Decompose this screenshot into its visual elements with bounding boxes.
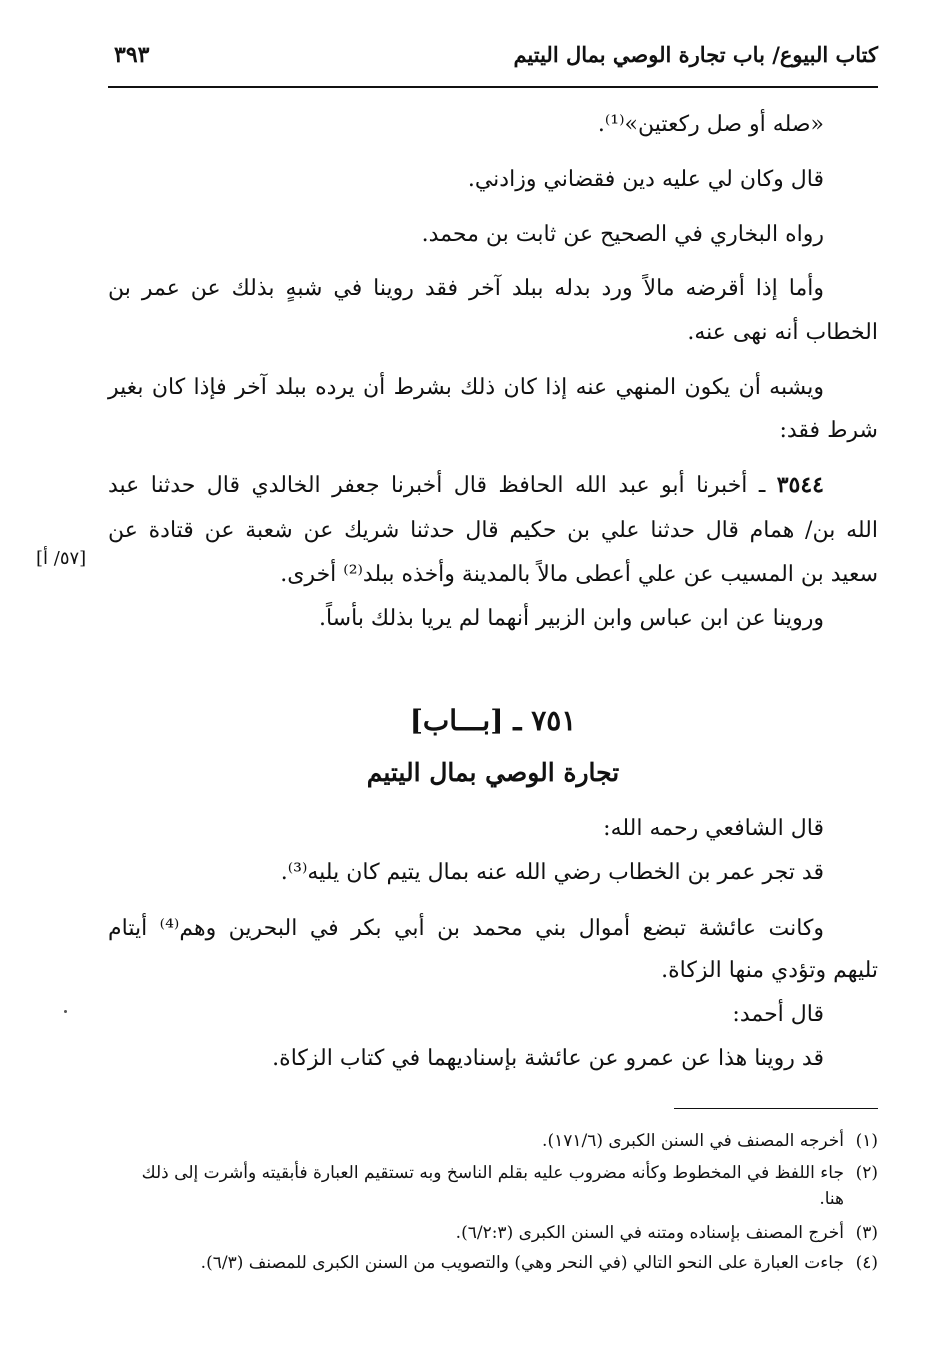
hadith-text: ـ أخبرنا أبو عبد الله الحافظ قال أخبرنا جعفر الخالدي قال حدثنا عبد <box>108 473 777 498</box>
footnote-1 <box>108 1128 878 1154</box>
chapter-line-1: قال الشافعي رحمه الله: <box>603 816 824 841</box>
page-number: ٣٩٣ <box>114 42 150 68</box>
footnote-text: أخرج المصنف بإسناده ومتنه في السنن الكبرى (٦/٢:٣). <box>455 1223 844 1243</box>
footnote-2 <box>108 1160 878 1212</box>
body-line-5: الخطاب أنه نهى عنه. <box>687 320 878 345</box>
footnote-number: (١) <box>855 1131 878 1151</box>
footnote-text: أخرجه المصنف في السنن الكبرى (١٧١/٦). <box>542 1131 844 1151</box>
hadith-3544-line-3: سعيد بن المسيب عن علي أعطى مالاً بالمدينة وأخذه ببلد⁽²⁾ أخرى. <box>280 562 878 587</box>
body-line-7: شرط فقد: <box>779 418 878 443</box>
body-line-3: رواه البخاري في الصحيح عن ثابت بن محمد. <box>421 222 824 247</box>
chapter-title: تجارة الوصي بمال اليتيم <box>366 758 620 787</box>
chapter-line-4: تليهم وتؤدي منها الزكاة. <box>661 958 878 983</box>
header-divider <box>108 86 878 88</box>
footnote-4 <box>108 1250 878 1276</box>
chapter-line-5: قال أحمد: <box>732 1002 824 1027</box>
book-page <box>36 30 878 1330</box>
footnote-number: (٤) <box>855 1253 878 1273</box>
body-line-6: ويشبه أن يكون المنهي عنه إذا كان ذلك بشرط أن يرده ببلد آخر فإذا كان بغير <box>108 375 824 400</box>
body-line-2: قال وكان لي عليه دين فقضاني وزادني. <box>467 167 824 192</box>
manuscript-folio-note: [٥٧/ أ] <box>36 548 87 569</box>
footnote-divider <box>674 1108 878 1109</box>
footnote-text: جاءت العبارة على النحو التالي (في النحر وهي) والتصويب من السنن الكبرى للمصنف (٦/٣). <box>200 1253 844 1273</box>
hadith-3544-line-1 <box>108 470 824 501</box>
chapter-heading: ٧٥١ ـ [بـــاب] <box>409 704 577 737</box>
running-title: كتاب البيوع/ باب تجارة الوصي بمال اليتيم <box>513 42 878 67</box>
chapter-line-2: قد تجر عمر بن الخطاب رضي الله عنه بمال يتيم كان يليه⁽³⁾. <box>280 860 824 885</box>
chapter-line-6: قد روينا هذا عن عمرو عن عائشة بإسناديهما في كتاب الزكاة. <box>272 1046 824 1071</box>
hadith-number: ٣٥٤٤ <box>776 472 824 498</box>
chapter-line-3: وكانت عائشة تبضع أموال بني محمد بن أبي بكر في البحرين وهم⁽⁴⁾ أيتام <box>108 916 824 941</box>
page-header <box>108 38 878 82</box>
body-line-4: وأما إذا أقرضه مالاً ورد بدله ببلد آخر فقد روينا في شبهٍ بذلك عن عمر بن <box>108 276 824 301</box>
footnote-text: جاء اللفظ في المخطوط وكأنه مضروب عليه بقلم الناسخ وبه تستقيم العبارة فأبقيته وأشرت إلى ذلك <box>141 1163 844 1183</box>
body-line-11: وروينا عن ابن عباس وابن الزبير أنهما لم يريا بذلك بأساً. <box>318 606 824 631</box>
footnote-continuation: هنا. <box>819 1189 844 1209</box>
footnote-number: (٢) <box>855 1163 878 1183</box>
hadith-3544-line-2: الله بن/ همام قال حدثنا علي بن حكيم قال حدثنا شريك عن شعبة عن قتادة عن <box>108 518 878 543</box>
body-line-1: «صله أو صل ركعتين»⁽¹⁾. <box>597 112 824 137</box>
footnote-number: (٣) <box>855 1223 878 1243</box>
scan-speck <box>64 1010 67 1013</box>
footnote-3 <box>108 1220 878 1246</box>
